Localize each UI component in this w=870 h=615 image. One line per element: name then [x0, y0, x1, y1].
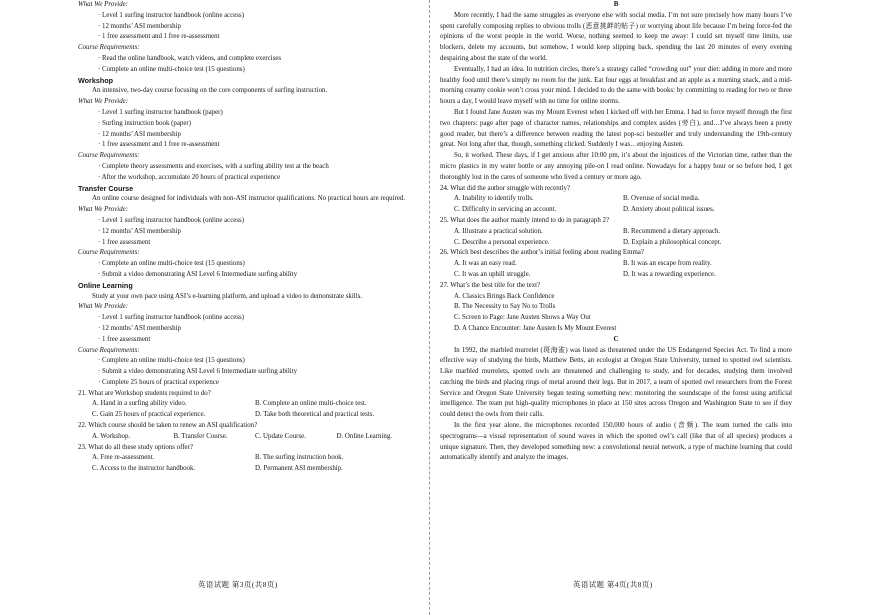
section-c-heading: C — [613, 335, 619, 343]
questions-21-23 — [78, 389, 418, 475]
page-3 — [78, 0, 418, 615]
answer-option: B. Recommend a dietary approach. — [623, 227, 721, 235]
answer-option: C. Screen to Page: Jane Austen Shows a Way Out — [454, 314, 591, 322]
option-row — [440, 238, 792, 249]
answer-option: A. Free re-assessment. — [92, 454, 155, 462]
bullet-item: · Submit a video demonstrating ASI Level 6 Intermediate surfing ability — [98, 270, 298, 278]
answer-option: B. It was an escape from reality. — [623, 260, 712, 268]
answer-option: C. Gain 25 hours of practical experience. — [92, 411, 206, 419]
answer-option: D. A Chance Encounter: Jane Austen Is My Mount Everest — [454, 324, 617, 332]
passage-c — [440, 346, 792, 465]
subheading: Course Requirements: — [78, 152, 140, 160]
answer-option: D. Explain a philosophical concept. — [623, 238, 722, 246]
online-learning-description: Study at your own pace using ASI’s e-learning platform, and upload a video to demonstrate skills. — [92, 292, 363, 300]
option-row — [78, 432, 418, 443]
answer-option: D. Online Learning. — [336, 432, 392, 440]
footer-page-4: 英语试题 第4页(共8页) — [573, 580, 653, 589]
course-heading: Online Learning — [78, 280, 133, 290]
bullet-item: · Complete an online multi-choice test (15 questions) — [98, 65, 245, 73]
course-heading: Transfer Course — [78, 183, 134, 193]
answer-option: A. Classics Brings Back Confidence — [454, 292, 555, 300]
bullet-item: · Complete 25 hours of practical experience — [98, 378, 219, 386]
answer-option: B. Transfer Course. — [173, 432, 228, 440]
answer-option: D. Anxiety about political issues. — [623, 206, 715, 214]
passage-paragraph: In the first year alone, the microphones recorded 150,000 hours of audio (音频). The team turned the calls into spectrograms—a visual representation of sound waves in which the spotted owl’s call (like that of all species) produces a unique signature. Then, they developed something new: a convolutional neural network, a type of machine learning that could automatically identify and analyze the images. — [440, 422, 792, 462]
bullet-item: · 12 months’ ASI membership — [98, 324, 181, 332]
option-row — [78, 399, 418, 410]
question-stem: 24. What did the author struggle with recently? — [440, 184, 570, 192]
bullet-item: · 1 free assessment — [98, 335, 151, 343]
page-divider — [429, 0, 430, 615]
answer-option: B. Overuse of social media. — [623, 195, 700, 203]
answer-option: C. It was an uphill struggle. — [454, 270, 531, 278]
questions-24-27 — [440, 184, 792, 335]
answer-option: B. The surfing instruction book. — [255, 454, 344, 462]
passage-paragraph: Eventually, I had an idea. In nutrition circles, there’s a strategy called “crowding out” your diet: adding in more and more healthy food until there’s simply no room for the junk. Eat four eggs at breakfast and an apple as a morning snack, and a mid-morning creamy cookie won’t cross your mind. I decided to do the same with books: by committing to reading for two or three hours a day, I would leave myself with no time for online storms. — [440, 65, 792, 106]
subheading: Course Requirements: — [78, 44, 140, 52]
bullet-item: · Complete theory assessments and exercises, with a surfing ability test at the beach — [98, 162, 329, 170]
bullet-item: · 12 months’ ASI membership — [98, 130, 181, 138]
answer-option: D. It was a rewarding experience. — [623, 270, 716, 278]
bullet-item: · Level 1 surfing instructor handbook (online access) — [98, 216, 244, 224]
answer-option: C. Update Course. — [255, 432, 306, 440]
answer-option: D. Permanent ASI membership. — [255, 465, 343, 473]
course-heading: Workshop — [78, 75, 114, 85]
bullet-item: · 1 free assessment and 1 free re-assessment — [98, 141, 220, 149]
option-row — [78, 453, 418, 464]
bullet-item: · Submit a video demonstrating ASI Level 6 Intermediate surfing ability — [98, 368, 298, 376]
answer-option: A. Illustrate a practical solution. — [454, 227, 543, 235]
option-row — [440, 194, 792, 205]
online-learning-block — [78, 302, 418, 388]
bullet-item: · 1 free assessment — [98, 238, 151, 246]
question-stem: 27. What’s the best title for the text? — [440, 281, 541, 289]
answer-option: B. The Necessity to Say No to Trolls — [454, 303, 556, 311]
bullet-item: · 1 free assessment and 1 free re-assessment — [98, 33, 220, 41]
passage-paragraph: So, it worked. These days, if I get anxious after 10:00 pm, it’s about the injustices of the Victorian time, rather than the micro plastics in my water bottle or any annoying pile-on I read online. Nowadays for a happy hour or so before bed, I get thoroughly lost in the cares of someone who lived a century or more ago. — [440, 152, 792, 181]
workshop-block — [78, 97, 418, 194]
question-stem: 26. Which best describes the author’s initial feeling about reading Emma? — [440, 249, 644, 257]
transfer-block — [78, 205, 418, 291]
subheading: What We Provide: — [78, 206, 129, 214]
bullet-item: · 12 months’ ASI membership — [98, 227, 181, 235]
bullet-item: · Level 1 surfing instructor handbook (online access) — [98, 314, 244, 322]
bullet-item: · Level 1 surfing instructor handbook (paper) — [98, 108, 223, 116]
bullet-item: · After the workshop, accumulate 20 hours of practical experience — [98, 173, 281, 181]
answer-option: C. Describe a personal experience. — [454, 238, 550, 246]
option-row — [440, 227, 792, 238]
option-row — [78, 410, 418, 421]
passage-paragraph: But I found Jane Austen was my Mount Everest when I kicked off with her Emma. I had to force myself through the first two chapters: page after page of character names, relationships and complex asides (旁白), and…I’ve always been a pretty good reader, but there’s a difference between reading the latest pop-sci bestseller and truly understanding the 19th-century great. Not long after that, though, something clicked. Suddenly I was…enjoying Austen. — [440, 108, 792, 149]
answer-option: B. Complete an online multi-choice test. — [255, 400, 367, 408]
bullet-item: · Complete an online multi-choice test (15 questions) — [98, 357, 245, 365]
answer-option: A. Workshop. — [92, 432, 131, 440]
answer-option: A. Hand in a surfing ability video. — [92, 400, 187, 408]
passage-b — [440, 11, 792, 184]
question-stem: 23. What do all these study options offer? — [78, 443, 193, 451]
bullet-item: · Complete an online multi-choice test (15 questions) — [98, 260, 245, 268]
online-update-block — [78, 0, 418, 86]
transfer-description: An online course designed for individuals with non-ASI instructor qualifications. No practical hours are required. — [92, 195, 406, 203]
option-row — [440, 270, 792, 281]
passage-paragraph: More recently, I had the same struggles as everyone else with social media. I’m not sure precisely how many hours I’ve spent carefully composing replies to obvious trolls (恶意挑衅的帖子) or worrying about life because I’m being force-fed the opinions of the worst people in the world. Worse, nothing seemed to keep me away: I could set myself time limits, use blockers, delete my accounts, but somehow, I would keep slipping back, spending the last 20 minutes of every evening despairing about the state of the world. — [440, 11, 792, 62]
section-b-heading: B — [613, 1, 619, 8]
answer-option: A. Inability to identify trolls. — [454, 195, 534, 203]
subheading: What We Provide: — [78, 98, 129, 106]
subheading: What We Provide: — [78, 1, 129, 8]
option-row — [440, 205, 792, 216]
bullet-item: · Level 1 surfing instructor handbook (online access) — [98, 11, 244, 19]
answer-option: A. It was an easy read. — [454, 260, 517, 268]
question-stem: 22. Which course should be taken to renew an ASI qualification? — [78, 422, 258, 430]
answer-option: D. Take both theoretical and practical tests. — [255, 411, 375, 419]
bullet-item: · Read the online handbook, watch videos, and complete exercises — [98, 54, 282, 62]
subheading: Course Requirements: — [78, 249, 140, 257]
answer-option: C. Difficulty in servicing an account. — [454, 206, 557, 214]
bullet-item: · 12 months’ ASI membership — [98, 22, 181, 30]
option-row — [440, 259, 792, 270]
subheading: What We Provide: — [78, 303, 129, 311]
passage-paragraph: In 1992, the marbled murrelet (斑海雀) was listed as threatened under the US Endangered Species Act. To find a more effective way of studying the birds, Matthew Betts, an ecologist at Oregon State University, turned to spotted owl scientists. Like marbled murrelets, spotted owls are threatened and challenging to study, and for decades, studying them involved catching the birds and placing rings of metal around their legs. But in 2017, a team of spotted owl researchers from the Forest Service and Oregon State University began testing something new: monitoring the soundscape of the forest using artificial intelligence. The team put high-quality microphones in place at 150 sites across Oregon and Washington State to see if they could detect the owls from their calls. — [440, 346, 792, 419]
option-row — [78, 464, 418, 475]
page-4 — [440, 0, 792, 615]
workshop-description: An intensive, two-day course focusing on the core components of surfing instruction. — [92, 87, 328, 95]
bullet-item: · Surfing instruction book (paper) — [98, 119, 192, 127]
footer-page-3: 英语试题 第3页(共8页) — [198, 580, 278, 589]
question-stem: 21. What are Workshop students required to do? — [78, 389, 211, 397]
question-stem: 25. What does the author mainly intend to do in paragraph 2? — [440, 216, 610, 224]
answer-option: C. Access to the instructor handbook. — [92, 465, 196, 473]
subheading: Course Requirements: — [78, 346, 140, 354]
